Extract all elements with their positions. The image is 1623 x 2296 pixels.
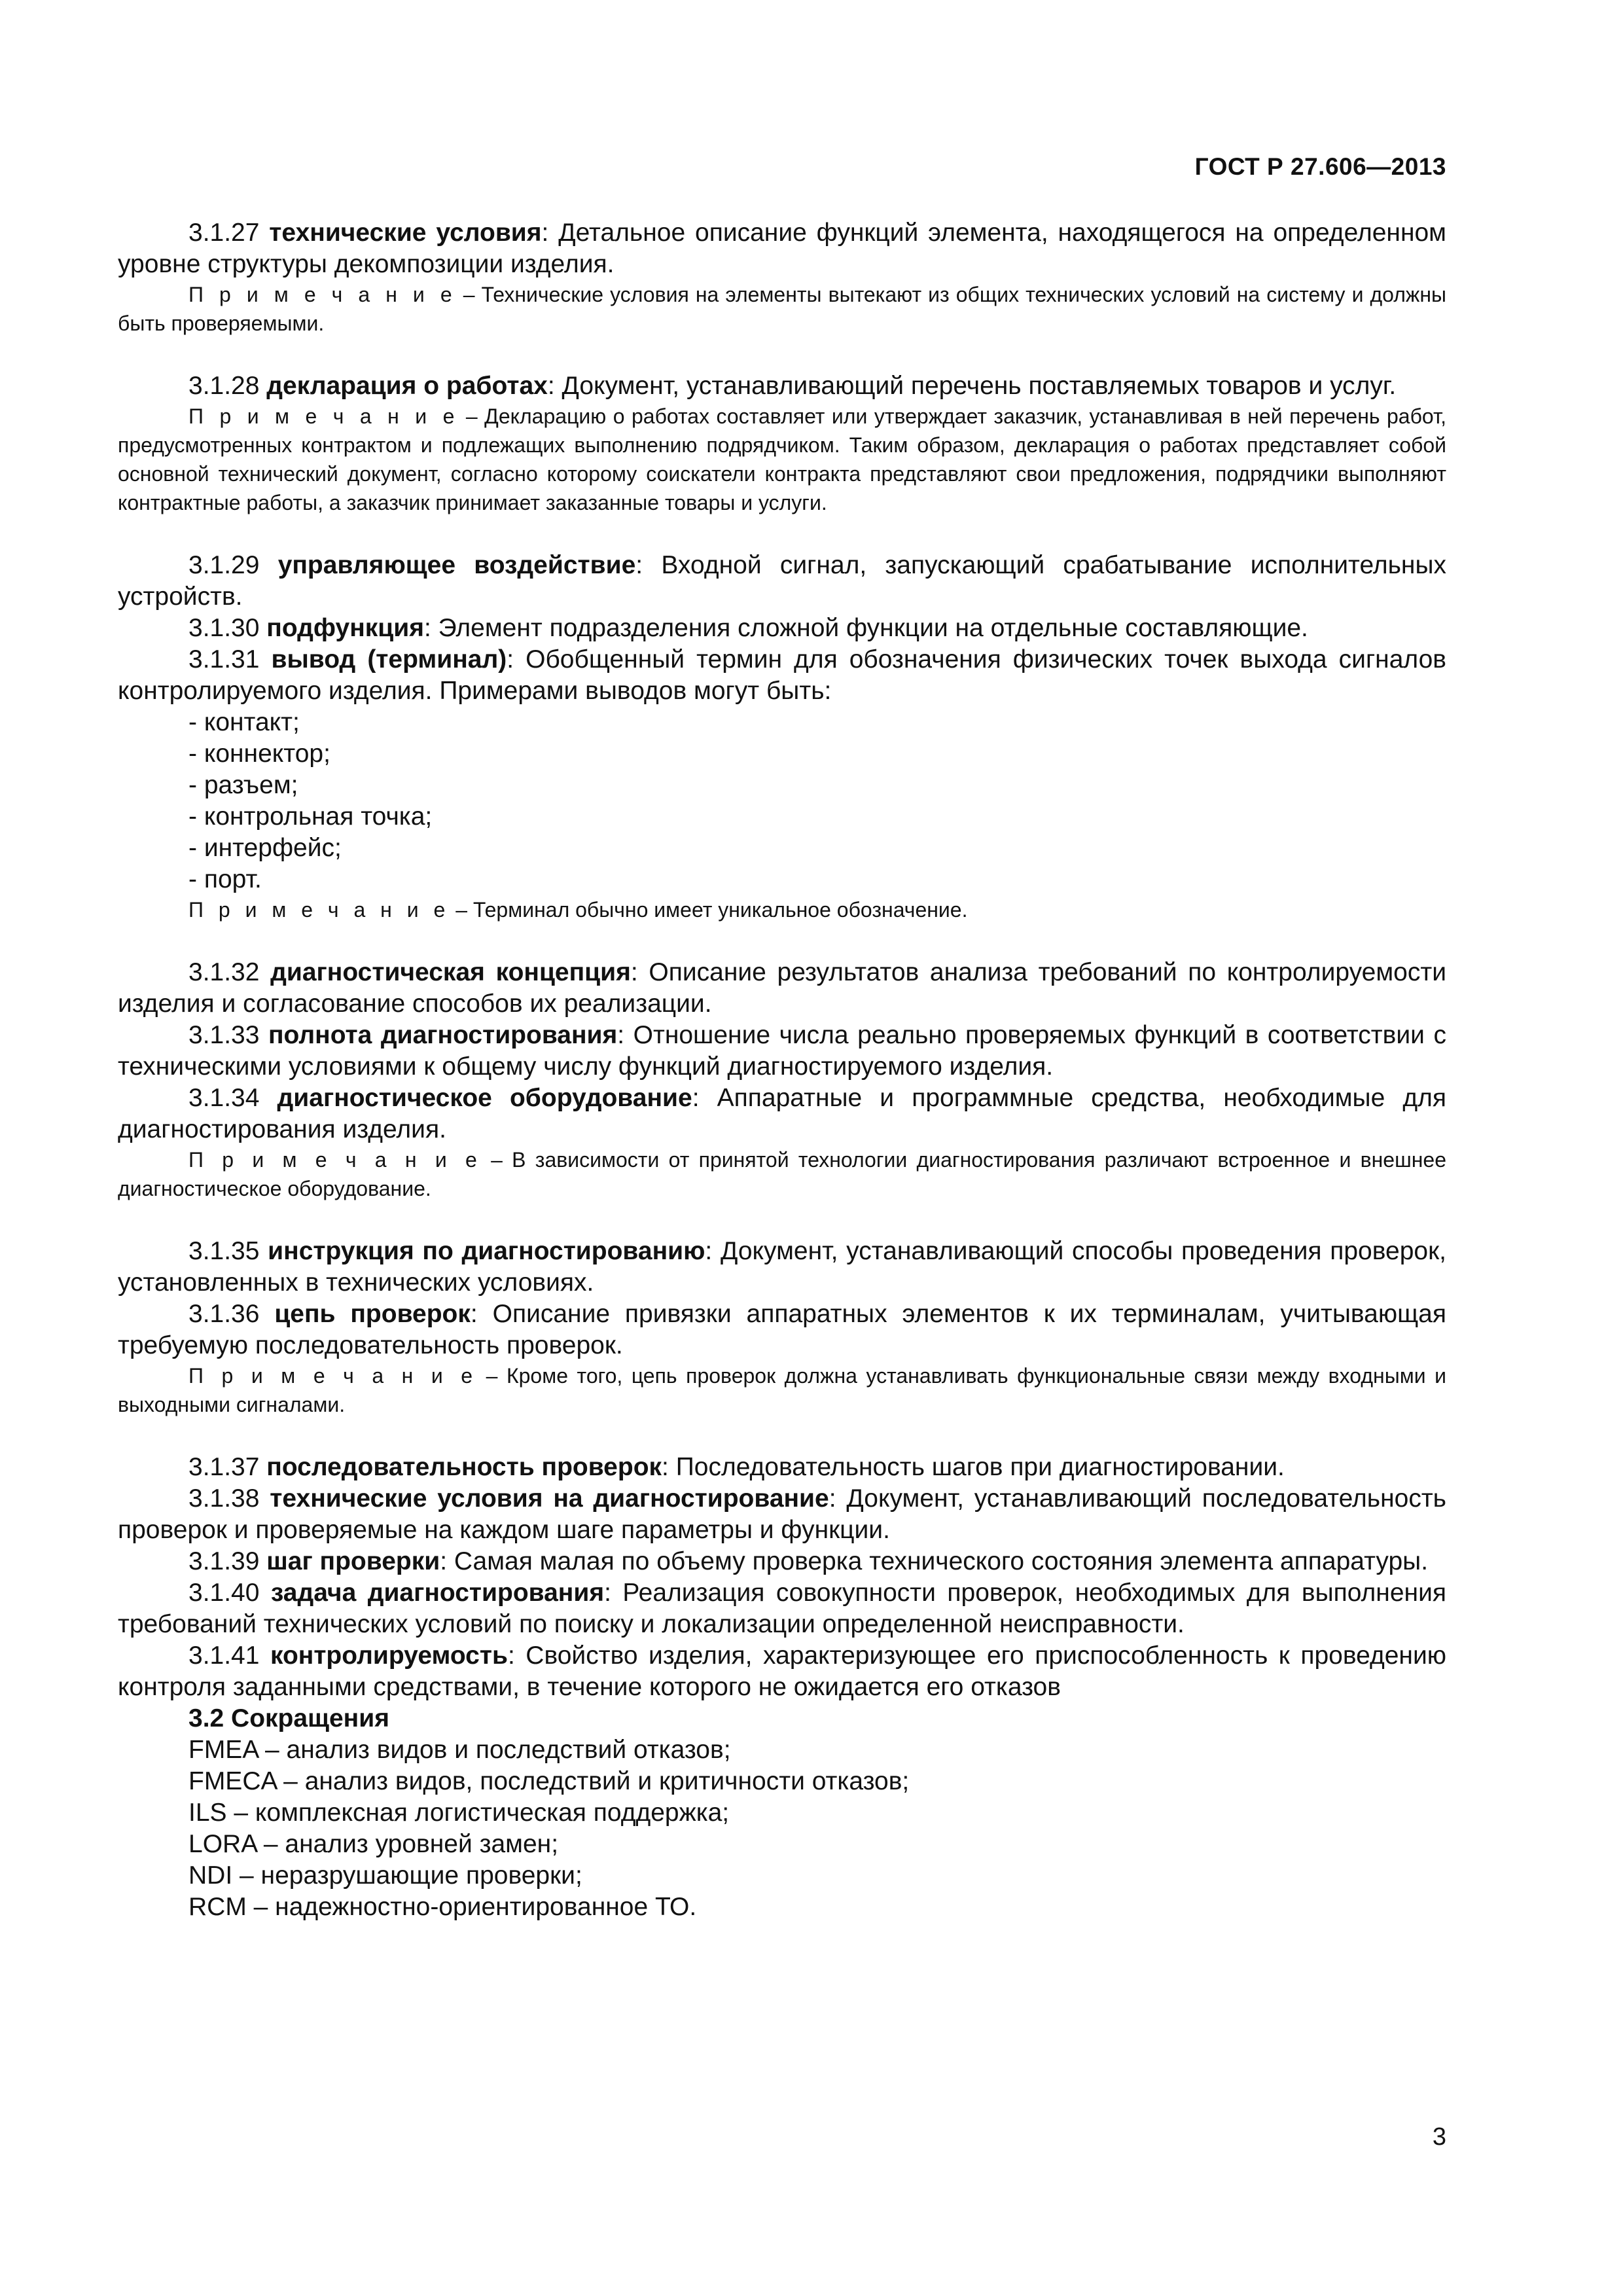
clause-number: 3.1.36 [188, 1300, 260, 1328]
clause-definition: : Описание привязки аппаратных элементов к их терминалам, учитывающая требуемую последовательность проверок. [118, 1300, 1446, 1359]
standard-header: ГОСТ Р 27.606—2013 [1194, 153, 1446, 180]
clause-definition: : Свойство изделия, характеризующее его приспособленность к проведению контроля заданными средствами, в течение которого не ожидается его отказов [118, 1641, 1446, 1701]
clause-definition: : Входной сигнал, запускающий срабатывание исполнительных устройств. [118, 551, 1446, 611]
list-item: - контрольная точка; [188, 802, 433, 831]
clause-definition: : Детальное описание функций элемента, находящегося на определенном уровне структуры декомпозиции изделия. [118, 219, 1446, 278]
list-item: - коннектор; [188, 740, 330, 768]
clause-definition: : Самая малая по объему проверка технического состояния элемента аппаратуры. [440, 1547, 1429, 1575]
abbreviation-item: ILS – комплексная логистическая поддержка; [188, 1799, 730, 1827]
note-label: П р и м е ч а н и е [188, 898, 450, 922]
clause-term: полнота диагностирования [268, 1021, 618, 1049]
clause-term: диагностическое оборудование [277, 1084, 692, 1112]
abbreviation-item: LORA – анализ уровней замен; [188, 1830, 559, 1858]
clause-term: диагностическая концепция [270, 958, 631, 986]
note-3-1-31 [118, 895, 1446, 924]
clause-3-1-37 [118, 1452, 1446, 1483]
note-3-1-28 [118, 402, 1446, 517]
clause-term: технические условия [269, 219, 542, 247]
clause-term: технические условия на диагностирование [270, 1484, 829, 1513]
note-text: – Терминал обычно имеет уникальное обозначение. [450, 898, 968, 922]
clause-number: 3.1.30 [188, 614, 260, 642]
clause-definition: : Документ, устанавливающий перечень поставляемых товаров и услуг. [547, 372, 1397, 400]
clause-term: инструкция по диагностированию [268, 1237, 705, 1265]
abbreviation-item: FMECA – анализ видов, последствий и критичности отказов; [188, 1767, 910, 1795]
clause-definition: : Отношение числа реально проверяемых функций в соответствии с техническими условиями к общему числу функций диагностируемого изделия. [118, 1021, 1446, 1081]
clause-definition: : Последовательность шагов при диагностировании. [662, 1453, 1285, 1481]
clause-3-1-40 [118, 1577, 1446, 1640]
clause-number: 3.1.34 [188, 1084, 260, 1112]
clause-3-1-30 [118, 613, 1446, 644]
note-label: П р и м е ч а н и е [188, 283, 457, 306]
list-item: - порт. [188, 865, 262, 893]
list-item: - разъем; [188, 771, 298, 799]
clause-3-1-33 [118, 1020, 1446, 1083]
clause-definition: : Аппаратные и программные средства, необходимые для диагностирования изделия. [118, 1084, 1446, 1143]
page-number: 3 [1432, 2123, 1446, 2151]
document-body [118, 217, 1446, 1923]
note-text: – Технические условия на элементы вытекают из общих технических условий на систему и должны быть проверяемыми. [118, 283, 1447, 335]
clause-number: 3.1.38 [188, 1484, 260, 1513]
clause-term: управляющее воздействие [277, 551, 636, 579]
clause-definition: : Документ, устанавливающий способы проведения проверок, установленных в технических условиях. [118, 1237, 1446, 1297]
note-3-1-36 [118, 1361, 1446, 1419]
abbreviation-item: RCM – надежностно-ориентированное ТО. [188, 1893, 697, 1921]
clause-3-1-36 [118, 1299, 1446, 1361]
note-text: – В зависимости от принятой технологии диагностирования различают встроенное и внешнее диагностическое оборудование. [118, 1148, 1447, 1200]
note-label: П р и м е ч а н и е [188, 404, 459, 428]
clause-term: шаг проверки [266, 1547, 440, 1575]
clause-term: вывод (терминал) [271, 645, 507, 673]
abbreviation-item: NDI – неразрушающие проверки; [188, 1861, 582, 1890]
clause-definition: : Элемент подразделения сложной функции на отдельные составляющие. [423, 614, 1308, 642]
clause-definition: : Описание результатов анализа требований по контролируемости изделия и согласование способов их реализации. [118, 958, 1447, 1018]
list-item: - контакт; [188, 708, 300, 736]
note-label: П р и м е ч а н и е [188, 1364, 478, 1388]
note-3-1-34 [118, 1145, 1446, 1203]
clause-number: 3.1.33 [188, 1021, 260, 1049]
clause-3-1-32 [118, 957, 1446, 1020]
clause-number: 3.1.29 [188, 551, 260, 579]
section-3-2-title: 3.2 Сокращения [188, 1704, 389, 1732]
clause-term: последовательность проверок [266, 1453, 662, 1481]
clause-term: контролируемость [270, 1641, 508, 1670]
clause-3-1-35 [118, 1236, 1446, 1299]
clause-number: 3.1.28 [188, 372, 260, 400]
note-label: П р и м е ч а н и е [188, 1148, 482, 1172]
clause-number: 3.1.41 [188, 1641, 260, 1670]
clause-number: 3.1.40 [188, 1579, 260, 1607]
clause-term: подфункция [266, 614, 424, 642]
clause-3-1-29 [118, 550, 1446, 613]
clause-number: 3.1.27 [188, 219, 260, 247]
list-item: - интерфейс; [188, 834, 342, 862]
clause-term: цепь проверок [274, 1300, 471, 1328]
document-page [118, 0, 1446, 2296]
clause-definition: : Документ, устанавливающий последовательность проверок и проверяемые на каждом шаге параметры и функции. [118, 1484, 1446, 1544]
clause-3-1-28 [118, 370, 1446, 402]
clause-number: 3.1.31 [188, 645, 260, 673]
clause-term: декларация о работах [266, 372, 548, 400]
clause-3-1-41 [118, 1640, 1446, 1703]
clause-definition: : Реализация совокупности проверок, необходимых для выполнения требований технических условий по поиску и локализации определенной неисправности. [118, 1579, 1446, 1638]
clause-number: 3.1.39 [188, 1547, 260, 1575]
clause-3-1-39 [118, 1546, 1446, 1577]
clause-number: 3.1.32 [188, 958, 260, 986]
clause-definition: : Обобщенный термин для обозначения физических точек выхода сигналов контролируемого изделия. Примерами выводов могут быть: [118, 645, 1446, 705]
clause-number: 3.1.35 [188, 1237, 260, 1265]
clause-3-1-31 [118, 644, 1446, 707]
note-3-1-27 [118, 280, 1446, 338]
note-text: – Декларацию о работах составляет или утверждает заказчик, устанавливая в ней перечень работ, предусмотренных контрактом и подлежащих выполнению подрядчиком. Таким образом, декларация о работах представляет собой основной технический документ, согласно которому соискатели контракта представляют свои предложения, подрядчики выполняют контрактные работы, а заказчик принимает заказанные товары и услуги. [118, 404, 1447, 514]
clause-3-1-38 [118, 1483, 1446, 1546]
clause-3-1-27 [118, 217, 1446, 280]
note-text: – Кроме того, цепь проверок должна устанавливать функциональные связи между входными и выходными сигналами. [118, 1364, 1447, 1416]
abbreviation-item: FMEA – анализ видов и последствий отказов; [188, 1736, 731, 1764]
clause-3-1-34 [118, 1083, 1446, 1145]
clause-term: задача диагностирования [270, 1579, 605, 1607]
clause-number: 3.1.37 [188, 1453, 260, 1481]
